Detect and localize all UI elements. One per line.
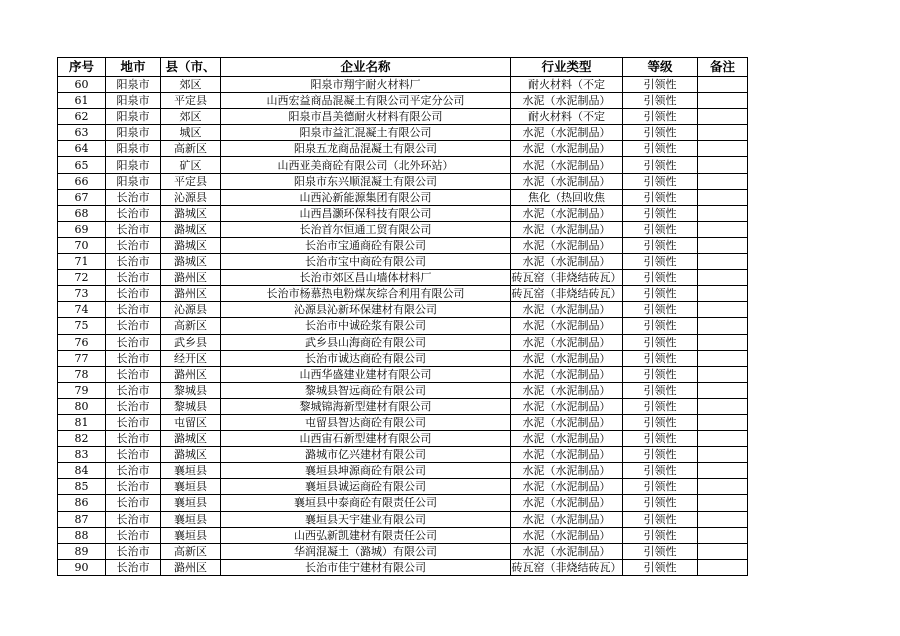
cell-serial: 82	[58, 431, 106, 447]
cell-city: 长治市	[106, 302, 161, 318]
cell-county: 郊区	[161, 109, 221, 125]
cell-city: 长治市	[106, 254, 161, 270]
cell-city: 长治市	[106, 334, 161, 350]
cell-remark	[698, 398, 748, 414]
cell-industry: 水泥（水泥制品）	[511, 543, 623, 559]
header-serial: 序号	[58, 58, 106, 77]
cell-city: 长治市	[106, 463, 161, 479]
cell-remark	[698, 543, 748, 559]
cell-city: 长治市	[106, 414, 161, 430]
cell-company: 长治首尔恒通工贸有限公司	[221, 221, 511, 237]
cell-company: 长治市郊区昌山墙体材料厂	[221, 270, 511, 286]
cell-level: 引领性	[623, 205, 698, 221]
cell-city: 阳泉市	[106, 109, 161, 125]
cell-county: 潞城区	[161, 237, 221, 253]
cell-company: 长治市中诚砼浆有限公司	[221, 318, 511, 334]
cell-remark	[698, 109, 748, 125]
cell-industry: 水泥（水泥制品）	[511, 366, 623, 382]
cell-serial: 80	[58, 398, 106, 414]
cell-county: 郊区	[161, 77, 221, 93]
cell-city: 阳泉市	[106, 157, 161, 173]
cell-city: 长治市	[106, 205, 161, 221]
cell-city: 长治市	[106, 221, 161, 237]
cell-serial: 65	[58, 157, 106, 173]
cell-industry: 水泥（水泥制品）	[511, 302, 623, 318]
cell-company: 襄垣县中泰商砼有限责任公司	[221, 495, 511, 511]
table-row	[58, 479, 748, 495]
table-row	[58, 398, 748, 414]
cell-county: 武乡县	[161, 334, 221, 350]
cell-remark	[698, 447, 748, 463]
cell-remark	[698, 559, 748, 575]
cell-level: 引领性	[623, 463, 698, 479]
cell-company: 长治市宝通商砼有限公司	[221, 237, 511, 253]
cell-company: 阳泉市益汇混凝土有限公司	[221, 125, 511, 141]
cell-city: 长治市	[106, 559, 161, 575]
cell-county: 潞城区	[161, 221, 221, 237]
cell-city: 长治市	[106, 237, 161, 253]
cell-industry: 水泥（水泥制品）	[511, 173, 623, 189]
cell-county: 高新区	[161, 543, 221, 559]
cell-county: 襄垣县	[161, 479, 221, 495]
cell-city: 长治市	[106, 286, 161, 302]
cell-serial: 85	[58, 479, 106, 495]
cell-serial: 72	[58, 270, 106, 286]
header-remark: 备注	[698, 58, 748, 77]
header-company: 企业名称	[221, 58, 511, 77]
cell-level: 引领性	[623, 511, 698, 527]
cell-serial: 84	[58, 463, 106, 479]
cell-level: 引领性	[623, 318, 698, 334]
cell-level: 引领性	[623, 221, 698, 237]
cell-county: 襄垣县	[161, 495, 221, 511]
cell-county: 黎城县	[161, 382, 221, 398]
cell-industry: 水泥（水泥制品）	[511, 350, 623, 366]
cell-serial: 70	[58, 237, 106, 253]
cell-level: 引领性	[623, 237, 698, 253]
cell-city: 长治市	[106, 543, 161, 559]
cell-serial: 86	[58, 495, 106, 511]
cell-industry: 水泥（水泥制品）	[511, 382, 623, 398]
cell-remark	[698, 221, 748, 237]
table-row	[58, 334, 748, 350]
cell-industry: 水泥（水泥制品）	[511, 237, 623, 253]
cell-company: 黎城县智远商砼有限公司	[221, 382, 511, 398]
table-row	[58, 318, 748, 334]
cell-city: 长治市	[106, 366, 161, 382]
cell-city: 长治市	[106, 270, 161, 286]
cell-city: 长治市	[106, 189, 161, 205]
cell-serial: 62	[58, 109, 106, 125]
cell-county: 高新区	[161, 318, 221, 334]
table-row	[58, 543, 748, 559]
table-row	[58, 221, 748, 237]
cell-industry: 水泥（水泥制品）	[511, 511, 623, 527]
cell-level: 引领性	[623, 270, 698, 286]
cell-city: 长治市	[106, 318, 161, 334]
cell-serial: 77	[58, 350, 106, 366]
cell-remark	[698, 318, 748, 334]
cell-industry: 水泥（水泥制品）	[511, 125, 623, 141]
table-row	[58, 270, 748, 286]
cell-level: 引领性	[623, 447, 698, 463]
table-row	[58, 141, 748, 157]
table-row	[58, 125, 748, 141]
cell-industry: 耐火材料（不定	[511, 77, 623, 93]
cell-industry: 水泥（水泥制品）	[511, 93, 623, 109]
cell-industry: 水泥（水泥制品）	[511, 431, 623, 447]
cell-serial: 78	[58, 366, 106, 382]
cell-remark	[698, 479, 748, 495]
cell-remark	[698, 77, 748, 93]
cell-county: 襄垣县	[161, 527, 221, 543]
cell-remark	[698, 366, 748, 382]
cell-county: 沁源县	[161, 189, 221, 205]
cell-industry: 水泥（水泥制品）	[511, 334, 623, 350]
cell-company: 山西弘新凯建材有限责任公司	[221, 527, 511, 543]
table-row	[58, 173, 748, 189]
cell-remark	[698, 302, 748, 318]
table-row	[58, 511, 748, 527]
cell-remark	[698, 286, 748, 302]
cell-industry: 砖瓦窑（非烧结砖瓦）	[511, 271, 622, 285]
cell-level: 引领性	[623, 334, 698, 350]
cell-level: 引领性	[623, 189, 698, 205]
cell-company: 长治市佳宁建材有限公司	[221, 559, 511, 575]
cell-county: 城区	[161, 125, 221, 141]
cell-serial: 66	[58, 173, 106, 189]
cell-county: 潞州区	[161, 366, 221, 382]
cell-city: 阳泉市	[106, 93, 161, 109]
cell-company: 山西宙石新型建材有限公司	[221, 431, 511, 447]
cell-county: 黎城县	[161, 398, 221, 414]
cell-serial: 79	[58, 382, 106, 398]
cell-county: 高新区	[161, 141, 221, 157]
cell-company: 阳泉市翔宇耐火材料厂	[221, 77, 511, 93]
cell-county: 潞城区	[161, 205, 221, 221]
cell-company: 阳泉五龙商品混凝土有限公司	[221, 141, 511, 157]
table-row	[58, 157, 748, 173]
cell-city: 阳泉市	[106, 125, 161, 141]
cell-city: 长治市	[106, 447, 161, 463]
cell-county: 沁源县	[161, 302, 221, 318]
cell-company: 山西宏益商品混凝土有限公司平定分公司	[221, 93, 511, 109]
cell-city: 长治市	[106, 382, 161, 398]
cell-serial: 63	[58, 125, 106, 141]
table-row	[58, 447, 748, 463]
cell-remark	[698, 350, 748, 366]
cell-industry: 水泥（水泥制品）	[511, 463, 623, 479]
cell-company: 襄垣县天宇建业有限公司	[221, 511, 511, 527]
cell-county: 潞州区	[161, 270, 221, 286]
cell-level: 引领性	[623, 157, 698, 173]
cell-city: 长治市	[106, 431, 161, 447]
cell-level: 引领性	[623, 109, 698, 125]
cell-remark	[698, 125, 748, 141]
cell-city: 阳泉市	[106, 77, 161, 93]
cell-company: 长治市诚达商砼有限公司	[221, 350, 511, 366]
cell-company: 山西昌灏环保科技有限公司	[221, 205, 511, 221]
cell-company: 襄垣县坤源商砼有限公司	[221, 463, 511, 479]
cell-industry: 水泥（水泥制品）	[511, 221, 623, 237]
header-row	[58, 58, 748, 77]
cell-industry: 砖瓦窑（非烧结砖瓦）	[511, 560, 622, 574]
cell-serial: 61	[58, 93, 106, 109]
cell-serial: 87	[58, 511, 106, 527]
cell-level: 引领性	[623, 479, 698, 495]
cell-level: 引领性	[623, 398, 698, 414]
cell-remark	[698, 189, 748, 205]
cell-city: 长治市	[106, 511, 161, 527]
cell-company: 襄垣县诚运商砼有限公司	[221, 479, 511, 495]
cell-level: 引领性	[623, 286, 698, 302]
cell-remark	[698, 527, 748, 543]
cell-remark	[698, 254, 748, 270]
table-row	[58, 382, 748, 398]
cell-remark	[698, 93, 748, 109]
cell-level: 引领性	[623, 125, 698, 141]
cell-company: 长治市杨慕热电粉煤灰综合利用有限公司	[221, 286, 511, 302]
enterprise-table	[57, 57, 748, 576]
cell-industry: 水泥（水泥制品）	[511, 254, 623, 270]
cell-remark	[698, 141, 748, 157]
cell-level: 引领性	[623, 254, 698, 270]
cell-company: 山西沁新能源集团有限公司	[221, 189, 511, 205]
cell-county: 平定县	[161, 93, 221, 109]
cell-remark	[698, 270, 748, 286]
cell-county: 潞州区	[161, 559, 221, 575]
cell-serial: 81	[58, 414, 106, 430]
cell-industry: 水泥（水泥制品）	[511, 141, 623, 157]
table-row	[58, 205, 748, 221]
table-row	[58, 302, 748, 318]
cell-serial: 90	[58, 559, 106, 575]
table-row	[58, 414, 748, 430]
cell-city: 阳泉市	[106, 141, 161, 157]
cell-serial: 64	[58, 141, 106, 157]
cell-serial: 73	[58, 286, 106, 302]
cell-city: 长治市	[106, 527, 161, 543]
table-row	[58, 495, 748, 511]
cell-level: 引领性	[623, 559, 698, 575]
cell-industry: 水泥（水泥制品）	[511, 479, 623, 495]
cell-city: 长治市	[106, 479, 161, 495]
cell-level: 引领性	[623, 77, 698, 93]
cell-serial: 60	[58, 77, 106, 93]
cell-company: 武乡县山海商砼有限公司	[221, 334, 511, 350]
cell-serial: 71	[58, 254, 106, 270]
cell-remark	[698, 431, 748, 447]
cell-level: 引领性	[623, 543, 698, 559]
table-row	[58, 93, 748, 109]
cell-county: 潞城区	[161, 431, 221, 447]
cell-serial: 69	[58, 221, 106, 237]
cell-county: 襄垣县	[161, 511, 221, 527]
cell-company: 华润混凝土（潞城）有限公司	[221, 543, 511, 559]
cell-company: 山西华盛建业建材有限公司	[221, 366, 511, 382]
cell-industry: 水泥（水泥制品）	[511, 398, 623, 414]
cell-county: 平定县	[161, 173, 221, 189]
cell-county: 经开区	[161, 350, 221, 366]
table-row	[58, 431, 748, 447]
cell-city: 长治市	[106, 398, 161, 414]
header-level: 等级	[623, 58, 698, 77]
cell-serial: 76	[58, 334, 106, 350]
cell-industry: 水泥（水泥制品）	[511, 414, 623, 430]
cell-company: 山西亚美商砼有限公司（北外环站）	[221, 157, 511, 173]
header-county: 县（市、	[161, 58, 221, 77]
cell-serial: 75	[58, 318, 106, 334]
cell-level: 引领性	[623, 173, 698, 189]
cell-level: 引领性	[623, 382, 698, 398]
table-row	[58, 189, 748, 205]
cell-serial: 89	[58, 543, 106, 559]
header-industry: 行业类型	[511, 58, 623, 77]
cell-remark	[698, 495, 748, 511]
table-row	[58, 350, 748, 366]
table-row	[58, 254, 748, 270]
table-row	[58, 559, 748, 575]
cell-level: 引领性	[623, 366, 698, 382]
cell-level: 引领性	[623, 93, 698, 109]
cell-company: 长治市宝中商砼有限公司	[221, 254, 511, 270]
cell-remark	[698, 205, 748, 221]
cell-industry: 焦化（热回收焦	[511, 189, 623, 205]
table-row	[58, 237, 748, 253]
cell-level: 引领性	[623, 495, 698, 511]
cell-remark	[698, 414, 748, 430]
cell-level: 引领性	[623, 302, 698, 318]
cell-industry: 水泥（水泥制品）	[511, 318, 623, 334]
cell-serial: 88	[58, 527, 106, 543]
table-row	[58, 109, 748, 125]
cell-serial: 74	[58, 302, 106, 318]
cell-city: 阳泉市	[106, 173, 161, 189]
cell-county: 襄垣县	[161, 463, 221, 479]
cell-city: 长治市	[106, 495, 161, 511]
cell-level: 引领性	[623, 141, 698, 157]
cell-industry: 水泥（水泥制品）	[511, 495, 623, 511]
header-city: 地市	[106, 58, 161, 77]
cell-industry: 水泥（水泥制品）	[511, 527, 623, 543]
cell-remark	[698, 463, 748, 479]
cell-industry: 砖瓦窑（非烧结砖瓦）	[511, 287, 622, 301]
table-row	[58, 527, 748, 543]
cell-remark	[698, 382, 748, 398]
cell-city: 长治市	[106, 350, 161, 366]
cell-county: 潞城区	[161, 447, 221, 463]
cell-county: 潞州区	[161, 286, 221, 302]
cell-county: 屯留区	[161, 414, 221, 430]
cell-company: 阳泉市东兴顺混凝土有限公司	[221, 173, 511, 189]
cell-company: 屯留县智达商砼有限公司	[221, 414, 511, 430]
table-row	[58, 366, 748, 382]
cell-company: 沁源县沁新环保建材有限公司	[221, 302, 511, 318]
cell-remark	[698, 511, 748, 527]
cell-industry: 水泥（水泥制品）	[511, 447, 623, 463]
cell-company: 阳泉市昌美德耐火材料有限公司	[221, 109, 511, 125]
table-row	[58, 463, 748, 479]
cell-county: 矿区	[161, 157, 221, 173]
cell-company: 黎城锦海新型建材有限公司	[221, 398, 511, 414]
cell-serial: 67	[58, 189, 106, 205]
cell-level: 引领性	[623, 527, 698, 543]
cell-remark	[698, 334, 748, 350]
cell-level: 引领性	[623, 350, 698, 366]
cell-serial: 68	[58, 205, 106, 221]
cell-level: 引领性	[623, 414, 698, 430]
table-row	[58, 77, 748, 93]
cell-serial: 83	[58, 447, 106, 463]
cell-remark	[698, 157, 748, 173]
cell-industry: 水泥（水泥制品）	[511, 157, 623, 173]
cell-remark	[698, 173, 748, 189]
cell-remark	[698, 237, 748, 253]
cell-industry: 水泥（水泥制品）	[511, 205, 623, 221]
table-row	[58, 286, 748, 302]
cell-industry: 耐火材料（不定	[511, 109, 623, 125]
cell-county: 潞城区	[161, 254, 221, 270]
cell-level: 引领性	[623, 431, 698, 447]
cell-company: 潞城市亿兴建材有限公司	[221, 447, 511, 463]
